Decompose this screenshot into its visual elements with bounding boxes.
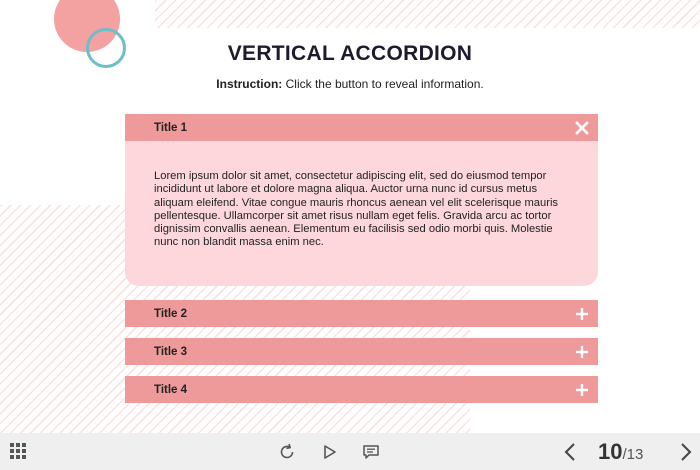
- page-separator: /: [622, 446, 627, 463]
- total-pages: 13: [626, 446, 644, 463]
- current-page: 10: [598, 439, 623, 464]
- accordion-content-text-1: Lorem ipsum dolor sit amet, consectetur adipiscing elit, sed do eiusmod tempor incididunt ut labore et dolore magna aliqua. Auctor urna nunc id cursus metus aliquam eleifend. Vitae congue mauris rhoncus aenean vel elit scelerisque mauris pellentesque. Ullamcorper sit amet risus nullam eget felis. Gravida arcu ac tortor dignissim convallis aenean. Elementum eu facilisis sed odio morbi quis. Molestie nunc non blandit massa enim nec.: [154, 170, 559, 249]
- accordion-header-2[interactable]: [125, 300, 598, 327]
- accordion-header-1[interactable]: [125, 114, 598, 141]
- page-counter: [598, 439, 643, 464]
- replay-icon[interactable]: [277, 442, 297, 462]
- instruction-label: Instruction:: [216, 77, 283, 91]
- accordion-item-3: [125, 338, 598, 365]
- instruction-text: [0, 77, 700, 91]
- page-title-text: VERTICAL ACCORDION: [227, 42, 473, 65]
- accordion-title-3: Title 3: [154, 345, 188, 358]
- play-icon[interactable]: [320, 442, 340, 462]
- title-container: [0, 42, 700, 66]
- accordion-item-2: [125, 300, 598, 327]
- accordion-item-1: [125, 114, 598, 286]
- plus-icon[interactable]: [574, 382, 590, 398]
- vertical-accordion: [125, 114, 598, 403]
- close-icon[interactable]: [574, 120, 590, 136]
- decorative-stripes-top: [155, 0, 700, 28]
- plus-icon[interactable]: [574, 344, 590, 360]
- prev-arrow-icon[interactable]: [560, 441, 580, 463]
- player-footer: [0, 433, 700, 470]
- accordion-content-1: [125, 141, 598, 286]
- next-arrow-icon[interactable]: [676, 441, 696, 463]
- accordion-header-3[interactable]: [125, 338, 598, 365]
- comment-icon[interactable]: [361, 442, 381, 462]
- plus-icon[interactable]: [574, 306, 590, 322]
- menu-grid-icon[interactable]: [9, 443, 26, 460]
- accordion-item-4: [125, 376, 598, 403]
- accordion-header-4[interactable]: [125, 376, 598, 403]
- accordion-title-1: Title 1: [154, 121, 188, 134]
- page-title: [224, 42, 477, 66]
- accordion-title-4: Title 4: [154, 383, 188, 396]
- instruction-body: Click the button to reveal information.: [282, 77, 484, 91]
- accordion-title-2: Title 2: [154, 307, 188, 320]
